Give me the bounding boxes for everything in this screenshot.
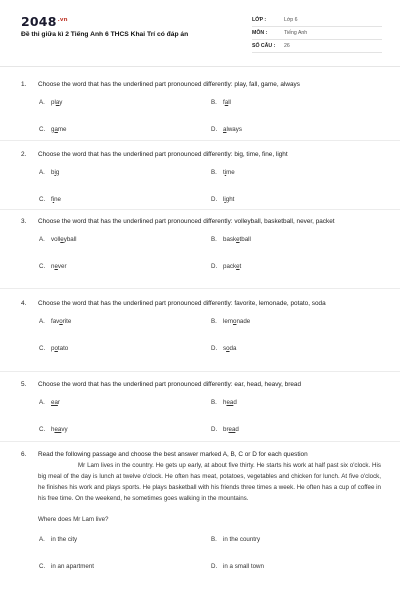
question-1 [21,80,381,142]
option-text: voll [51,236,61,243]
option-text: me [57,126,67,133]
option-letter: B. [211,99,217,106]
option-d[interactable] [211,262,241,272]
option-text: g [51,126,55,133]
option-text: bask [223,236,237,243]
underlined-part: i [224,196,226,203]
info-panel [252,14,382,53]
option-text: in an apartment [51,563,94,570]
underlined-part: o [59,318,63,325]
option-text: nade [236,318,251,325]
info-row-subject [252,27,382,40]
option-letter: D. [211,126,218,133]
option-text: f [223,99,225,106]
option-letter: A. [39,536,45,543]
option-text: f [51,196,53,203]
question-stem [21,450,381,460]
option-b[interactable] [211,98,231,108]
info-row-class [252,14,382,27]
option-a[interactable] [39,535,77,545]
underlined-part: a [54,126,58,133]
option-text: p [51,345,55,352]
option-text: tato [57,345,69,352]
option-b[interactable] [211,535,260,545]
option-letter: A. [39,236,45,243]
option-text: l [223,196,225,203]
option-text: pl [51,99,56,106]
option-a[interactable] [39,235,76,245]
underlined-part: i [54,169,56,176]
question-text: Read the following passage and choose the best answer marked A, B, C or D for each question [38,451,308,458]
option-letter: B. [211,318,217,325]
options [21,535,381,579]
question-text: Choose the word that has the underlined part pronounced differently: volleyball, basketball, never, packet [38,218,335,225]
question-text: Choose the word that has the underlined part pronounced differently: favorite, lemonade, potato, soda [38,300,326,307]
option-text: fav [51,318,60,325]
underlined-part: a [55,99,60,106]
option-text: lem [223,318,233,325]
question-number: 1. [21,81,27,88]
option-letter: A. [39,169,45,176]
option-text: in the country [223,536,261,543]
option-b[interactable] [211,398,237,408]
question-5 [21,380,381,442]
option-letter: D. [211,426,218,433]
option-text: y [59,99,63,106]
reading-passage: Mr Lam lives in the country. He gets up early, at about five thirty. He starts his work at half past six o'clock. His big meal of the day is lunch at twelve o'clock. He often has meat, potatoes, vegetables and chicken for lunch. At five o'clock, he finishes his work and plays sports. He plays basketball with his friends three times a week. He often has a cup of coffee in his free time. On the weekend, he sometimes goes walking in the mountains. [38,462,381,502]
option-a[interactable] [39,398,60,408]
underlined-part: o [54,345,58,352]
option-text: ne [54,196,61,203]
option-d[interactable] [211,344,236,354]
question-stem [21,80,381,90]
option-letter: B. [211,399,217,406]
question-divider [0,209,400,210]
option-b[interactable] [211,317,250,327]
question-stem [21,380,381,390]
header-divider [0,66,400,67]
options [21,98,381,142]
option-b[interactable] [211,235,251,245]
question-3 [21,217,381,279]
logo-text: 2048 [21,14,57,29]
question-stem [21,299,381,309]
underlined-part: i [52,196,55,203]
underlined-part: i [224,169,227,176]
question-2 [21,150,381,212]
option-c[interactable] [39,262,67,272]
underlined-part: o [232,318,237,325]
option-letter: C. [39,126,46,133]
option-text: me [226,169,235,176]
option-letter: D. [211,263,218,270]
option-text: ght [225,196,235,203]
option-text: h [51,426,55,433]
option-text: br [223,426,229,433]
option-letter: C. [39,426,46,433]
option-letter: B. [211,536,217,543]
question-text: Choose the word that has the underlined part pronounced differently: big, time, fine, light [38,151,288,158]
page-title: Đề thi giữa kì 2 Tiếng Anh 6 THCS Khai Trí có đáp án [21,31,189,38]
option-text: n [51,263,55,270]
options [21,168,381,212]
option-letter: D. [211,563,218,570]
option-letter: B. [211,236,217,243]
underlined-part: ea [226,399,234,406]
info-key: MÔN : [252,30,268,36]
option-text: d [235,426,239,433]
question-stem [21,217,381,227]
info-row-count [252,40,382,53]
underlined-part: ea [228,426,236,433]
option-text: rite [62,318,72,325]
option-c[interactable] [39,195,61,205]
option-a[interactable] [39,168,59,178]
underlined-part: e [236,236,240,243]
info-value: Lớp 6 [284,17,298,23]
option-c[interactable] [39,562,94,572]
option-letter: D. [211,345,218,352]
info-key: SỐ CÂU : [252,43,276,49]
option-text: b [51,169,55,176]
header [0,0,400,58]
option-text: ver [57,263,67,270]
option-text: s [223,345,227,352]
underlined-part: a [224,99,229,106]
option-letter: C. [39,563,46,570]
info-key: LỚP : [252,17,267,23]
option-d[interactable] [211,562,264,572]
question-divider [0,441,400,442]
underlined-part: e [60,236,64,243]
underlined-part: e [236,263,240,270]
option-d[interactable] [211,125,242,135]
option-c[interactable] [39,425,68,435]
option-a[interactable] [39,317,71,327]
option-text: pack [223,263,237,270]
option-text: r [57,399,60,406]
option-text: in the city [51,536,78,543]
option-text: h [223,399,227,406]
question-number: 2. [21,151,27,158]
option-letter: A. [39,399,45,406]
question-text: Choose the word that has the underlined part pronounced differently: ear, head, heavy, bread [38,381,302,388]
option-c[interactable] [39,125,67,135]
underlined-part: a [223,126,227,133]
option-text: vy [61,426,68,433]
option-text: t [239,263,242,270]
info-value: 26 [284,43,290,49]
question-divider [0,371,400,372]
logo-tld: .vn [57,16,68,23]
underlined-part: e [54,263,58,270]
option-letter: C. [39,196,46,203]
question-text: Choose the word that has the underlined part pronounced differently: play, fall, game, always [38,81,300,88]
underlined-part: o [226,345,230,352]
underlined-part: ea [51,399,58,406]
option-text: in a small town [223,563,264,570]
question-6 [21,450,381,579]
option-letter: B. [211,169,217,176]
question-number: 3. [21,218,27,225]
option-a[interactable] [39,98,62,108]
site-logo[interactable] [21,14,68,29]
options [21,235,381,279]
question-number: 6. [21,451,27,458]
option-c[interactable] [39,344,68,354]
option-d[interactable] [211,195,234,205]
option-letter: A. [39,99,45,106]
options [21,317,381,361]
option-text: g [55,169,60,176]
option-text: ll [228,99,231,106]
underlined-part: ea [54,426,62,433]
question-divider [0,288,400,289]
question-number: 5. [21,381,27,388]
option-b[interactable] [211,168,235,178]
option-letter: D. [211,196,218,203]
option-text: lways [226,126,242,133]
option-text: d [233,399,237,406]
option-letter: C. [39,345,46,352]
question-divider [0,140,400,141]
option-d[interactable] [211,425,239,435]
option-letter: A. [39,318,45,325]
question-number: 4. [21,300,27,307]
option-text: da [229,345,237,352]
option-text: yball [63,236,77,243]
options [21,398,381,442]
question-4 [21,299,381,361]
sub-question-text: Where does Mr Lam live? [38,516,109,523]
info-value: Tiếng Anh [284,30,308,36]
option-text: tball [239,236,251,243]
option-text: t [223,169,225,176]
question-stem [21,150,381,160]
option-letter: C. [39,263,46,270]
